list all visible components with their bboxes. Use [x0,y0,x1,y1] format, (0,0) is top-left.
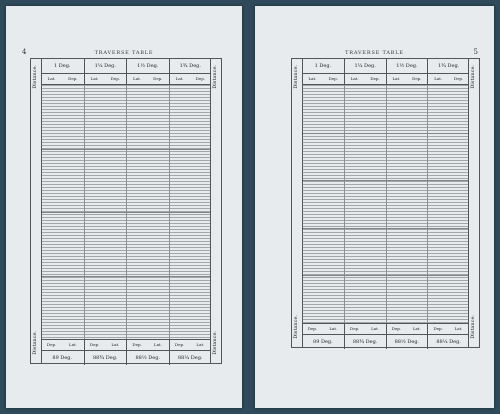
running-head-title: TRAVERSE TABLE [94,50,154,56]
column-header: Dep. [412,76,422,81]
lat-dep-header-row [302,74,469,85]
column-header: Lat. [84,74,105,84]
column-header: Dep. [153,76,163,81]
distance-label-footer: Distance. [32,331,38,355]
degree-header: 1¼ Deg. [84,59,127,73]
table-grid [41,59,211,363]
traverse-table [30,58,222,364]
distance-label: Distance. [470,65,476,89]
column-header: Dep. [68,76,78,81]
column-footer: Dep. [126,340,147,350]
column-footer: Dep. [344,324,365,334]
degree-header-row [41,59,211,74]
table-grid [302,59,469,347]
column-footer: Dep. [427,324,448,334]
column-footer: Dep. [169,340,190,350]
column-footer: Lat. [196,342,205,347]
degree-footer: 88¼ Deg. [169,351,212,365]
column-header: Lat. [386,74,407,84]
right-page [255,6,494,408]
column-header: Dep. [370,76,380,81]
column-header: Lat. [427,74,448,84]
degree-footer: 88½ Deg. [126,351,169,365]
degree-footer: 88½ Deg. [386,335,428,349]
running-head [16,50,232,56]
column-footer: Lat. [153,342,162,347]
left-page [6,6,242,408]
degree-footer: 88¾ Deg. [344,335,386,349]
distance-column-right [468,59,479,347]
column-header: Dep. [328,76,339,81]
column-header: Dep. [453,76,464,81]
degree-footer: 88¼ Deg. [427,335,469,349]
column-header: Lat. [169,74,190,84]
distance-label: Distance. [293,65,299,89]
degree-header: 1½ Deg. [126,59,169,73]
degree-header: 1 Deg. [53,63,71,69]
column-footer: Lat. [371,326,380,331]
column-header: Lat. [344,74,365,84]
column-footer: Lat. [68,342,77,347]
traverse-table [291,58,480,348]
degree-footer: 89 Deg. [313,339,333,345]
degree-header: 1¾ Deg. [427,59,469,73]
column-header: Dep. [195,76,206,81]
column-header: Dep. [110,76,121,81]
distance-label: Distance. [32,65,38,89]
degree-header: 1½ Deg. [386,59,428,73]
footer-lat-dep-row [41,339,211,350]
degree-header: 1¼ Deg. [344,59,386,73]
column-footer: Dep. [307,326,318,331]
table-body [302,85,469,323]
distance-column-right [210,59,221,363]
column-footer: Lat. [412,326,421,331]
column-footer: Dep. [46,342,57,347]
footer-degree-row [41,350,211,365]
lat-dep-header-row [41,74,211,85]
column-footer: Dep. [386,324,407,334]
degree-header-row [302,59,469,74]
column-header: Lat. [47,76,56,81]
column-footer: Lat. [111,342,120,347]
page-number: 4 [22,48,27,56]
column-header: Lat. [126,74,147,84]
degree-header: 1¾ Deg. [169,59,212,73]
column-footer: Lat. [454,326,463,331]
degree-footer: 88¾ Deg. [84,351,127,365]
footer-lat-dep-row [302,323,469,334]
degree-footer: 89 Deg. [52,355,73,361]
distance-label-footer: Distance. [212,331,218,355]
footer-degree-row [302,334,469,349]
distance-label-footer: Distance. [470,315,476,339]
running-head-title: TRAVERSE TABLE [345,50,404,56]
table-body [41,85,211,339]
column-header: Lat. [308,76,317,81]
page-number: 5 [473,48,478,56]
running-head [265,50,484,56]
degree-header: 1 Deg. [314,63,332,69]
column-footer: Lat. [329,326,338,331]
distance-label-footer: Distance. [293,315,299,339]
column-footer: Dep. [84,340,105,350]
distance-label: Distance. [212,65,218,89]
